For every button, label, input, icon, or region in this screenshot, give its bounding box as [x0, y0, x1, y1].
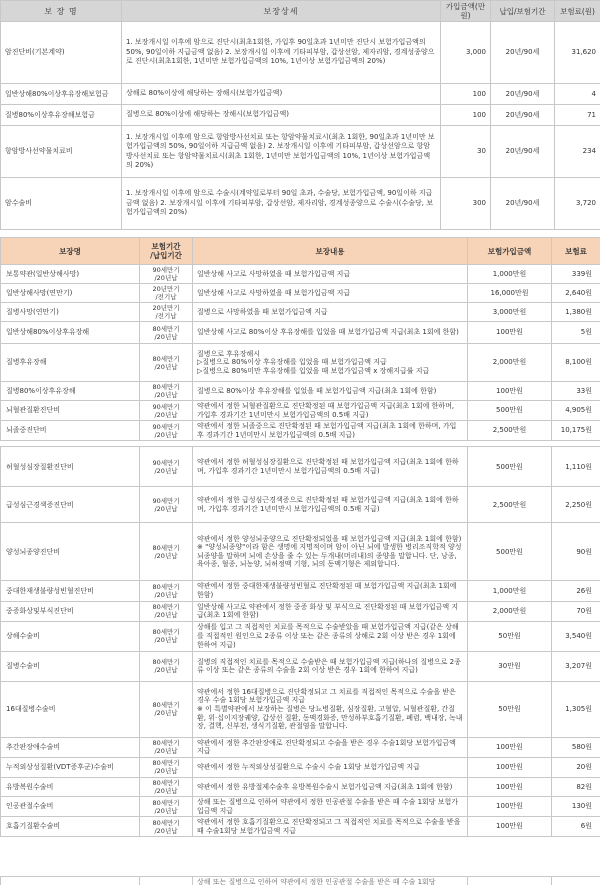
- coverage-name: 암수술비: [1, 178, 122, 230]
- coverage-detail: 1. 보장개시일 이후에 암으로 항암방사선치료 또는 항암약물치료시(최초 1회한, 90일초과 1년미만 보험가입금액의 50%, 90일이하 지급금액 없음) 2. 보장개시일 이후에 기타피부암, 갑상선암으로 항암방사선치료 또는 항암약물치료시(최초 1회한, 1년미만 보험가입금액의 10%, 1년이상 보험가입금액의 20%): [122, 126, 441, 178]
- header-coverage-name: 보장명: [1, 238, 140, 265]
- coverage-name: 일반상해80%이상후유장해: [1, 322, 140, 344]
- coverage-name: 양성뇌종양진단비: [1, 523, 140, 581]
- coverage-content: 약관에서 정한 뇌졸중으로 진단확정된 때 보험가입금액 지급(최초 1회에 한하며, 가입후 경과기간 1년미만시 보험가입금액의 0.5배 지급): [193, 421, 468, 441]
- table2-row: [1, 651, 600, 681]
- coverage-period: 80세만기 /20년납: [140, 581, 193, 601]
- coverage-content: 일반상해 사고로 사망하였을 때 보험가입금액 지급: [193, 284, 468, 303]
- table1-row: [1, 22, 600, 84]
- coverage-content: 약관에서 정한 호흡기질환으로 진단확정되고 그 직접적인 치료를 목적으로 수술을 받을 때 수술1회당 보험가입금액 지급: [193, 817, 468, 837]
- coverage-content: 질병으로 사망하였을 때 보험가입금액 지급: [193, 303, 468, 322]
- coverage-amount: 50만원: [468, 681, 552, 737]
- coverage-premium: 82원: [552, 777, 600, 796]
- coverage-amount: 3,000만원: [468, 303, 552, 322]
- header-period: 보험기간 /납입기간: [140, 238, 193, 265]
- coverage-name: 항암방사선약물치료비: [1, 126, 122, 178]
- coverage-content: 일반상해 사고로 약관에서 정한 중증 화상 및 부식으로 진단확정된 때 보험가입금액 지급(최초 1회에 한함): [193, 601, 468, 621]
- table2-row: [1, 284, 600, 303]
- cut-off-content: 상해 또는 질병으로 인하여 약관에서 정한 인공관절 수술을 받은 때 수술 1회당: [193, 877, 468, 885]
- table1-row: [1, 126, 600, 178]
- table1-row: [1, 105, 600, 126]
- coverage-period: 80세만기 /20년납: [140, 651, 193, 681]
- coverage-content: 약관에서 정한 양성뇌종양으로 진단확정되었을 때 보험가입금액 지급(최초 1회에 한함) ※ "양성뇌종양"이라 함은 생명에 지명적이며 암이 아닌 뇌에 발생한 병리조직학적 양성뇌종양을 말하며 뇌에 손상을 줄 수 있는 두개내(머리내)의 종양을 말합니다. 단, 낭종, 육아종, 혈종, 뇌농양, 뇌허정맥 기형, 뇌의 동맥기형은 제외합니다.: [193, 523, 468, 581]
- table2-row: [1, 265, 600, 284]
- coverage-name: 16대질병수술비: [1, 681, 140, 737]
- header-coverage-name: 보 장 명: [1, 1, 122, 22]
- coverage-premium: 6원: [552, 817, 600, 837]
- coverage-name: 중대한재생불량성빈혈진단비: [1, 581, 140, 601]
- coverage-amount: 50만원: [468, 621, 552, 651]
- table2-row: [1, 621, 600, 651]
- coverage-period: 80세만기 /20년납: [140, 757, 193, 777]
- table1-header-row: [1, 1, 600, 22]
- coverage-content: 약관에서 정한 누적외상성질환으로 수술시 수술 1회당 보험가입금액 지급: [193, 757, 468, 777]
- coverage-premium: 31,620: [555, 22, 600, 84]
- coverage-name: 누적외상성질환(VDT증후군)수술비: [1, 757, 140, 777]
- coverage-amount: 100만원: [468, 796, 552, 816]
- table2-row: [1, 581, 600, 601]
- coverage-content: 질병의 직접적인 치료를 목적으로 수술받은 때 보험가입금액 지급(하나의 질병으로 2종류 이상 또는 같은 종류의 수술을 2회 이상 받은 경우 1회에 한하여 지급): [193, 651, 468, 681]
- coverage-premium: 2,250원: [552, 487, 600, 523]
- table2-row: [1, 447, 600, 487]
- coverage-amount: 2,000만원: [468, 344, 552, 382]
- coverage-amount: 100: [441, 84, 491, 105]
- header-premium: 보험료(원): [555, 1, 600, 22]
- coverage-premium: 1,380원: [552, 303, 600, 322]
- header-amount: 보험가입금액: [468, 238, 552, 265]
- coverage-amount: 100만원: [468, 382, 552, 401]
- coverage-premium: 20원: [552, 757, 600, 777]
- coverage-name: 보통약관(일반상해사망): [1, 265, 140, 284]
- coverage-name: 질병후유장해: [1, 344, 140, 382]
- table-gap: [0, 230, 600, 237]
- coverage-name: 상해수술비: [1, 621, 140, 651]
- coverage-amount: 2,500만원: [468, 421, 552, 441]
- coverage-premium: 26원: [552, 581, 600, 601]
- coverage-period: 20년만기 /전기납: [140, 303, 193, 322]
- table2-row: [1, 322, 600, 344]
- coverage-amount: 100만원: [468, 322, 552, 344]
- table2-row: [1, 817, 600, 837]
- coverage-amount: 300: [441, 178, 491, 230]
- coverage-name: 뇌혈관질환진단비: [1, 401, 140, 421]
- coverage-period: 90세만기 /20년납: [140, 487, 193, 523]
- coverage-name: 질병80%이상후유장해보험금: [1, 105, 122, 126]
- coverage-name: 일반상해80%이상후유장해보험금: [1, 84, 122, 105]
- coverage-premium: 339원: [552, 265, 600, 284]
- coverage-period: 90세만기 /20년납: [140, 265, 193, 284]
- coverage-content: 약관에서 정한 16대질병으로 진단확정되고 그 치료를 직접적인 목적으로 수술을 받은 경우 수술 1회당 보험가입금액 지급 ※ 이 특별약관에서 보장하는 질병은 당뇨병질환, 심장질환, 고혈압, 뇌혈관질환, 간질환, 위·십이지장궤양, 갑상선 질환, 동맥경화증, 만성하부호흡기질환, 폐렴, 백내장, 녹내장, 결핵, 신부전, 생식기질환, 관절염을 말합니다.: [193, 681, 468, 737]
- coverage-name: 중증화상및부식진단비: [1, 601, 140, 621]
- coverage-content: 질병으로 80%이상 후유장해를 입었을 때 보험가입금액 지급(최초 1회에 한함): [193, 382, 468, 401]
- coverage-amount: 16,000만원: [468, 284, 552, 303]
- coverage-amount: 2,000만원: [468, 601, 552, 621]
- coverage-amount: 1,000만원: [468, 265, 552, 284]
- table2-row: [1, 777, 600, 796]
- coverage-summary-table: [0, 0, 600, 230]
- coverage-premium: 234: [555, 126, 600, 178]
- coverage-premium: 1,305원: [552, 681, 600, 737]
- coverage-name: 호흡기질환수술비: [1, 817, 140, 837]
- coverage-premium: 4,905원: [552, 401, 600, 421]
- coverage-premium: 70원: [552, 601, 600, 621]
- coverage-period: 80세만기 /20년납: [140, 322, 193, 344]
- table2-row: [1, 681, 600, 737]
- coverage-content: 약관에서 정한 추간판장애로 진단확정되고 수술을 받은 경우 수술1회당 보험가입금액 지급: [193, 737, 468, 757]
- coverage-content: 상해를 입고 그 직접적인 치료를 목적으로 수술받았을 때 보험가입금액 지급(같은 상해를 직접적인 원인으로 2종류 이상 또는 같은 종류의 상해로 2회 이상 받은 경우 1회에 한하여 지급): [193, 621, 468, 651]
- coverage-period: 20년/90세: [491, 22, 555, 84]
- coverage-content: 약관에서 정한 허혈성심장질환으로 진단확정된 때 보험가입금액 지급(최초 1회에 한하며, 가입후 경과기간 1년미만시 보험가입금액의 0.5배 지급): [193, 447, 468, 487]
- header-premium: 보험료: [552, 238, 600, 265]
- coverage-period: 80세만기 /20년납: [140, 601, 193, 621]
- table1-row: [1, 84, 600, 105]
- coverage-amount: 100만원: [468, 777, 552, 796]
- table2-header-row: [1, 238, 600, 265]
- coverage-period: 80세만기 /20년납: [140, 621, 193, 651]
- coverage-amount: 100만원: [468, 737, 552, 757]
- coverage-amount: 3,000: [441, 22, 491, 84]
- coverage-period: 20년/90세: [491, 105, 555, 126]
- table2-row: [1, 757, 600, 777]
- coverage-content: 약관에서 정한 유방절제수술후 유방복원수술시 보험가입금액 지급(최초 1회에 한함): [193, 777, 468, 796]
- coverage-name: 인공관절수술비: [1, 796, 140, 816]
- coverage-premium: 580원: [552, 737, 600, 757]
- header-amount: 가입금액(만원): [441, 1, 491, 22]
- coverage-content: 일반상해 사고로 사망하였을 때 보험가입금액 지급: [193, 265, 468, 284]
- coverage-name: 암진단비(기본계약): [1, 22, 122, 84]
- coverage-period: 80세만기 /20년납: [140, 817, 193, 837]
- header-coverage-content: 보장내용: [193, 238, 468, 265]
- coverage-period: 80세만기 /20년납: [140, 382, 193, 401]
- coverage-content: 약관에서 정한 뇌혈관질환으로 진단확정된 때 보험가입금액 지급(최초 1회에 한하며, 가입후 경과기간 1년미만시 보험가입금액의 0.5배 지급): [193, 401, 468, 421]
- table2-row: [1, 796, 600, 816]
- table2-row: [1, 382, 600, 401]
- coverage-period: 20년/90세: [491, 178, 555, 230]
- coverage-name: 급성심근경색증진단비: [1, 487, 140, 523]
- coverage-detail-table: [0, 237, 600, 837]
- header-coverage-detail: 보장상세: [122, 1, 441, 22]
- coverage-premium: 8,100원: [552, 344, 600, 382]
- coverage-name: 추간판장애수술비: [1, 737, 140, 757]
- coverage-premium: 33원: [552, 382, 600, 401]
- table2-row: [1, 344, 600, 382]
- coverage-premium: 1,110원: [552, 447, 600, 487]
- table2-row: [1, 303, 600, 322]
- coverage-detail: 1. 보장개시일 이후에 암으로 진단시(최초1회한, 가입후 90일초과 1년미만 진단시 보험가입금액의 50%, 90일이하 지급금액 없음) 2. 보장개시일 이후에 기타피부암, 갑상선암, 제자리암, 경계성종양으로 진단시(최초1회한, 1년미만 보험가입금액의 10%, 1년이상 보험가입금액의 20%): [122, 22, 441, 84]
- coverage-period: 80세만기 /20년납: [140, 777, 193, 796]
- coverage-detail: 질병으로 80%이상에 해당하는 장해시(보험가입금액): [122, 105, 441, 126]
- coverage-amount: 100: [441, 105, 491, 126]
- coverage-premium: 3,720: [555, 178, 600, 230]
- coverage-period: 20년/90세: [491, 84, 555, 105]
- coverage-amount: 30만원: [468, 651, 552, 681]
- table2-row: [1, 523, 600, 581]
- coverage-premium: 130원: [552, 796, 600, 816]
- coverage-premium: 10,175원: [552, 421, 600, 441]
- coverage-amount: 500만원: [468, 447, 552, 487]
- coverage-name: 질병80%이상후유장해: [1, 382, 140, 401]
- coverage-content: 약관에서 정한 중대한재생불량성빈혈로 진단확정된 때 보험가입금액 지급(최초 1회에 한함): [193, 581, 468, 601]
- coverage-name: 허혈성심장질환진단비: [1, 447, 140, 487]
- table2-row: [1, 601, 600, 621]
- coverage-content: 약관에서 정한 급성심근경색증으로 진단확정된 때 보험가입금액 지급(최초 1회에 한하며, 가입후 경과기간 1년미만시 보험가입금액의 0.5배 지급): [193, 487, 468, 523]
- coverage-name: 유방복원수술비: [1, 777, 140, 796]
- coverage-premium: 2,640원: [552, 284, 600, 303]
- coverage-amount: 30: [441, 126, 491, 178]
- coverage-content: 일반상해 사고로 80%이상 후유장해를 입었을 때 보험가입금액 지급(최초 1회에 한함): [193, 322, 468, 344]
- table2-row: [1, 487, 600, 523]
- coverage-premium: 4: [555, 84, 600, 105]
- coverage-period: 80세만기 /20년납: [140, 796, 193, 816]
- coverage-period: 80세만기 /20년납: [140, 523, 193, 581]
- coverage-period: 90세만기 /20년납: [140, 447, 193, 487]
- coverage-content: 질병으로 후유장해시 ▷질병으로 80%이상 후유장해를 입었을 때 보험가입금액 지급 ▷질병으로 80%미만 후유장해를 입었을 때 보험가입금액 x 장해지급률 지급: [193, 344, 468, 382]
- coverage-period: 20년만기 /전기납: [140, 284, 193, 303]
- coverage-amount: 500만원: [468, 523, 552, 581]
- coverage-detail: 1. 보장개시일 이후에 암으로 수술시(계약일로부터 90일 초과, 수술당, 보험가입금액, 90일이하 지급금액 없음) 2. 보장개시일 이후에 기타피부암, 갑상선암, 제자리암, 경계성종양으로 수술시(수술당, 보험가입금액의 20%): [122, 178, 441, 230]
- coverage-premium: 3,207원: [552, 651, 600, 681]
- coverage-premium: 5원: [552, 322, 600, 344]
- coverage-amount: 500만원: [468, 401, 552, 421]
- table2-row: [1, 737, 600, 757]
- coverage-period: 80세만기 /20년납: [140, 681, 193, 737]
- coverage-amount: 1,000만원: [468, 581, 552, 601]
- cut-off-row: [0, 876, 600, 885]
- coverage-detail: 상해로 80%이상에 해당하는 장해시(보험가입금액): [122, 84, 441, 105]
- coverage-amount: 2,500만원: [468, 487, 552, 523]
- coverage-amount: 100만원: [468, 757, 552, 777]
- coverage-premium: 3,540원: [552, 621, 600, 651]
- table1-row: [1, 178, 600, 230]
- coverage-amount: 100만원: [468, 817, 552, 837]
- coverage-period: 80세만기 /20년납: [140, 344, 193, 382]
- coverage-period: 20년/90세: [491, 126, 555, 178]
- coverage-name: 일반상해사망(연만기): [1, 284, 140, 303]
- header-period: 납입/보험기간: [491, 1, 555, 22]
- coverage-name: 질병사망(연만기): [1, 303, 140, 322]
- coverage-content: 상해 또는 질병으로 인하여 약관에서 정한 인공관절 수술을 받은 때 수술 1회당 보험가입금액 지급: [193, 796, 468, 816]
- coverage-premium: 71: [555, 105, 600, 126]
- coverage-period: 90세만기 /20년납: [140, 401, 193, 421]
- coverage-period: 80세만기 /20년납: [140, 737, 193, 757]
- coverage-period: 90세만기 /20년납: [140, 421, 193, 441]
- coverage-name: 뇌졸중진단비: [1, 421, 140, 441]
- coverage-premium: 90원: [552, 523, 600, 581]
- coverage-name: 질병수술비: [1, 651, 140, 681]
- table2-row: [1, 401, 600, 421]
- table2-row: [1, 421, 600, 441]
